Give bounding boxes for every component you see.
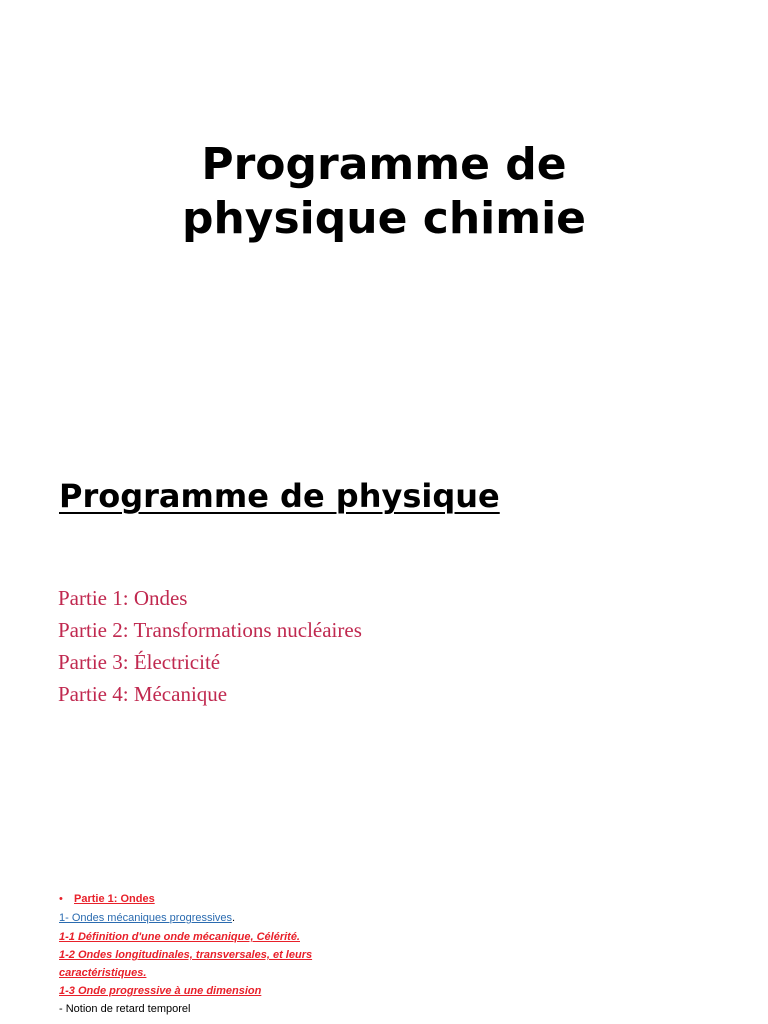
part-item-2: Partie 2: Transformations nucléaires bbox=[58, 618, 362, 642]
outline-chapter-row bbox=[59, 909, 359, 928]
document-title-line-1: Programme de bbox=[201, 139, 567, 190]
outline-subsection-1: 1-1 Définition d'une onde mécanique, Célérité. bbox=[59, 931, 300, 943]
outline-part-title: Partie 1: Ondes bbox=[74, 893, 155, 905]
section-heading: Programme de physique bbox=[59, 477, 500, 515]
detailed-outline bbox=[59, 890, 359, 1019]
bullet-icon: • bbox=[59, 893, 63, 905]
outline-chapter: 1- Ondes mécaniques progressives bbox=[59, 912, 233, 924]
part-item-4: Partie 4: Mécanique bbox=[58, 682, 228, 706]
outline-chapter-tail: . bbox=[232, 912, 236, 924]
outline-note: - Notion de retard temporel bbox=[59, 1003, 191, 1015]
part-item-1: Partie 1: Ondes bbox=[58, 586, 188, 610]
outline-subsection-3: 1-3 Onde progressive à une dimension bbox=[59, 985, 262, 997]
document-title bbox=[0, 138, 768, 246]
parts-list bbox=[58, 582, 362, 710]
document-title-line-2: physique chimie bbox=[181, 193, 586, 244]
outline-part-row bbox=[59, 890, 359, 909]
outline-subsection-2: 1-2 Ondes longitudinales, transversales, et leurs caractéristiques. bbox=[59, 949, 313, 979]
part-item-3: Partie 3: Électricité bbox=[58, 650, 221, 674]
